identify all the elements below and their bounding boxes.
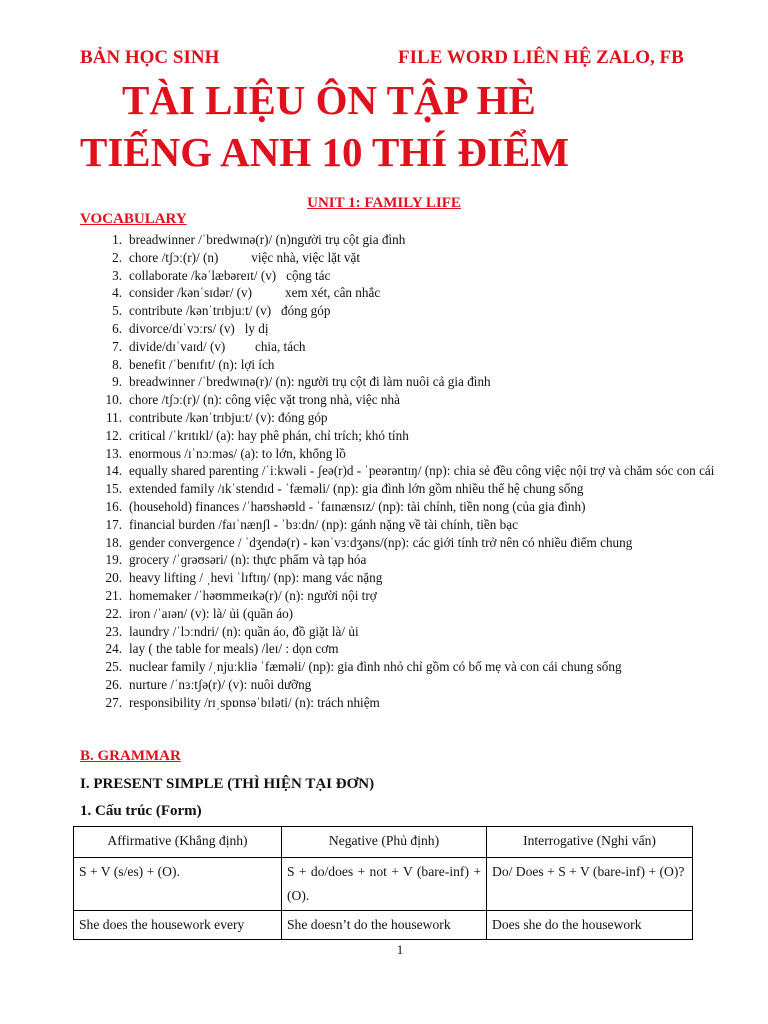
unit-title-text: UNIT 1: FAMILY LIFE	[307, 195, 461, 211]
list-item-text: divide/dɪˈvaɪd/ (v) chia, tách	[129, 338, 306, 354]
list-item-number: 17.	[105, 516, 122, 532]
list-item-number: 6.	[112, 320, 122, 336]
list-item-text: homemaker /ˈhəʊmmeɪkə(r)/ (n): người nội trợ	[129, 587, 377, 603]
list-item-number: 11.	[106, 409, 122, 425]
list-item	[80, 587, 728, 605]
list-item-text: nuclear family /ˌnjuːkliə ˈfæməli/ (np): gia đình nhỏ chỉ gồm có bố mẹ và con cái chung sống	[129, 659, 622, 675]
list-item	[80, 534, 728, 552]
list-item-text: grocery /ˈɡrəʊsəri/ (n): thực phẩm và tạp hóa	[129, 552, 367, 568]
table-header-negative: Negative (Phủ định)	[282, 827, 487, 858]
table-header-affirmative: Affirmative (Khẳng định)	[74, 827, 282, 858]
list-item-number: 14.	[105, 463, 122, 479]
header-left: BẢN HỌC SINH	[80, 47, 220, 68]
list-item-number: 24.	[105, 641, 122, 657]
list-item-number: 10.	[105, 392, 122, 408]
list-item	[80, 427, 728, 445]
header-right: FILE WORD LIÊN HỆ ZALO, FB	[398, 47, 684, 68]
list-item	[80, 267, 728, 285]
list-item-text: laundry /ˈlɔːndri/ (n): quần áo, đồ giặt là/ ủi	[129, 623, 359, 639]
list-item-number: 9.	[112, 374, 122, 390]
list-item	[80, 658, 728, 676]
list-item-text: responsibility /rɪˌspɒnsəˈbɪləti/ (n): trách nhiệm	[129, 694, 380, 710]
list-item-text: critical /ˈkrɪtɪkl/ (a): hay phê phán, chỉ trích; khó tính	[129, 427, 409, 443]
list-item	[80, 694, 728, 712]
list-item-text: heavy lifting / ˌhevi ˈlɪftɪŋ/ (np): mang vác nặng	[129, 570, 383, 586]
list-item-text: enormous /ɪˈnɔːməs/ (a): to lớn, khổng lồ	[129, 445, 346, 461]
list-item	[80, 302, 728, 320]
list-item-text: (household) finances /ˈhaʊshəʊld - ˈfaɪnænsɪz/ (np): tài chính, tiền nong (của gia đình)	[129, 498, 586, 514]
list-item-text: lay ( the table for meals) /leɪ/ : dọn cơm	[129, 641, 339, 657]
list-item-number: 16.	[105, 498, 122, 514]
table-header-interrogative: Interrogative (Nghi vấn)	[487, 827, 693, 858]
list-item	[80, 623, 728, 641]
list-item-number: 19.	[105, 552, 122, 568]
table-cell: She doesn’t do the housework	[282, 911, 487, 940]
list-item-number: 15.	[105, 481, 122, 497]
list-item-number: 1.	[112, 232, 122, 247]
list-item-number: 18.	[105, 534, 122, 550]
table-cell: She does the housework every	[74, 911, 282, 940]
list-item	[80, 676, 728, 694]
list-item-text: extended family /ɪkˈstendɪd - ˈfæməli/ (np): gia đình lớn gồm nhiều thế hệ chung sống	[129, 481, 584, 497]
list-item-number: 3.	[112, 267, 122, 283]
list-item-number: 4.	[112, 285, 122, 301]
list-item-number: 5.	[112, 303, 122, 319]
list-item-number: 25.	[105, 659, 122, 675]
form-table-header-row	[74, 827, 693, 858]
list-item	[80, 284, 728, 302]
vocabulary-list	[80, 231, 728, 712]
list-item-text: equally shared parenting /ˈiːkwəli - ʃeə(r)d - ˈpeərəntɪŋ/ (np): chia sẻ đều công việc nội trợ và chăm sóc con cái	[129, 463, 715, 479]
list-item-text: breadwinner /ˈbredwɪnə(r)/ (n)người trụ cột gia đình	[129, 232, 406, 247]
list-item-number: 22.	[105, 605, 122, 621]
vocabulary-heading: VOCABULARY	[80, 211, 187, 227]
grammar-section-title: I. PRESENT SIMPLE (THÌ HIỆN TẠI ĐƠN)	[80, 776, 375, 792]
list-item	[80, 231, 728, 249]
list-item	[80, 338, 728, 356]
list-item	[80, 462, 728, 480]
list-item-text: financial burden /faɪˈnænʃl - ˈbɜːdn/ (np): gánh nặng về tài chính, tiền bạc	[129, 516, 518, 532]
list-item-number: 21.	[105, 587, 122, 603]
table-row	[74, 911, 693, 940]
list-item-text: collaborate /kəˈlæbəreɪt/ (v) cộng tác	[129, 267, 331, 283]
list-item	[80, 409, 728, 427]
list-item-number: 8.	[112, 356, 122, 372]
table-cell: S + do/does + not + V (bare-inf) + (O).	[282, 858, 487, 911]
grammar-heading: B. GRAMMAR	[80, 748, 181, 764]
list-item	[80, 480, 728, 498]
unit-title	[0, 195, 768, 212]
list-item-number: 27.	[105, 694, 122, 710]
list-item	[80, 640, 728, 658]
list-item	[80, 498, 728, 516]
list-item-text: contribute /kənˈtrɪbjuːt/ (v) đóng góp	[129, 303, 331, 319]
list-item-number: 26.	[105, 676, 122, 692]
list-item	[80, 445, 728, 463]
table-cell: Does she do the housework	[487, 911, 693, 940]
list-item-text: consider /kənˈsɪdər/ (v) xem xét, cân nhắc	[129, 285, 381, 301]
list-item	[80, 249, 728, 267]
list-item	[80, 373, 728, 391]
document-title-line1: TÀI LIỆU ÔN TẬP HÈ	[122, 77, 536, 123]
list-item	[80, 391, 728, 409]
grammar-subsection-title: 1. Cấu trúc (Form)	[80, 803, 202, 819]
list-item-text: contribute /kənˈtrɪbjuːt/ (v): đóng góp	[129, 409, 328, 425]
table-row	[74, 858, 693, 911]
page-number: 1	[396, 942, 404, 957]
list-item-text: iron /ˈaɪən/ (v): là/ ủi (quần áo)	[129, 605, 294, 621]
list-item	[80, 605, 728, 623]
list-item-number: 13.	[105, 445, 122, 461]
list-item	[80, 516, 728, 534]
list-item-text: benefit /ˈbenɪfɪt/ (n): lợi ích	[129, 356, 275, 372]
list-item-text: breadwinner /ˈbredwɪnə(r)/ (n): người trụ cột đi làm nuôi cả gia đình	[129, 374, 491, 390]
form-table	[73, 826, 693, 940]
list-item-text: nurture /ˈnɜːtʃə(r)/ (v): nuôi dưỡng	[129, 676, 312, 692]
list-item-text: divorce/dɪˈvɔːrs/ (v) ly dị	[129, 320, 269, 336]
list-item-number: 7.	[112, 338, 122, 354]
list-item-text: chore /tʃɔː(r)/ (n): công việc vặt trong nhà, việc nhà	[129, 392, 400, 408]
list-item-text: chore /tʃɔː(r)/ (n) việc nhà, việc lặt vặt	[129, 249, 361, 265]
list-item	[80, 569, 728, 587]
list-item-number: 12.	[105, 427, 122, 443]
table-cell: S + V (s/es) + (O).	[74, 858, 282, 911]
list-item-text: gender convergence / ˈdʒendə(r) - kənˈvɜːdʒəns/(np): các giới tính trở nên có nhiều điểm chung	[129, 534, 633, 550]
list-item-number: 20.	[105, 570, 122, 586]
table-cell: Do/ Does + S + V (bare-inf) + (O)?	[487, 858, 693, 911]
list-item-number: 2.	[112, 249, 122, 265]
list-item-number: 23.	[105, 623, 122, 639]
document-title-line2: TIẾNG ANH 10 THÍ ĐIỂM	[80, 129, 570, 175]
list-item	[80, 356, 728, 374]
list-item	[80, 320, 728, 338]
list-item	[80, 551, 728, 569]
